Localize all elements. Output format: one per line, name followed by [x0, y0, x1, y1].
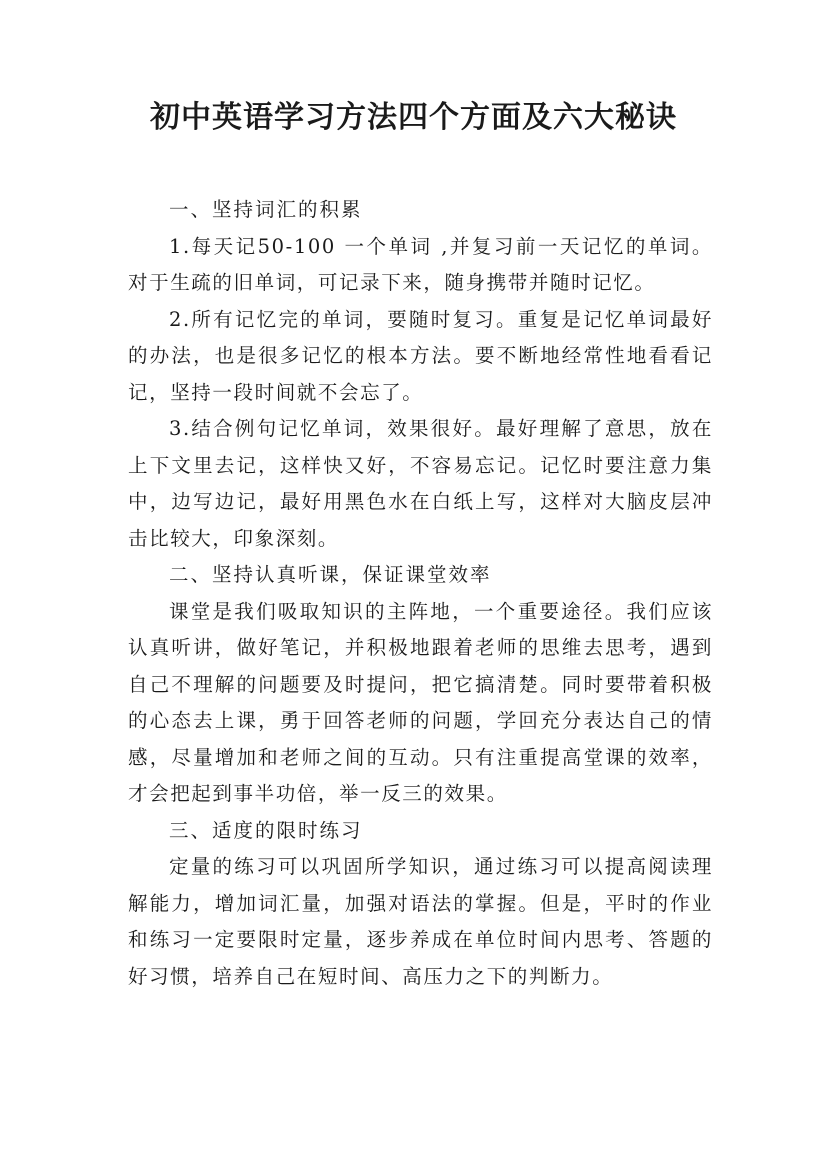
paragraph-timed-practice: 定量的练习可以巩固所学知识，通过练习可以提高阅读理解能力，增加词汇量，加强对语法的掌握。但是，平时的作业和练习一定要限时定量，逐步养成在单位时间内思考、答题的好习惯，培养自己在短时间、高压力之下的判断力。	[128, 855, 713, 988]
section-heading-listening: 二、坚持认真听课，保证课堂效率	[168, 563, 492, 586]
section-heading-practice: 三、适度的限时练习	[168, 818, 363, 842]
paragraph-daily-words: 1.每天记50-100 一个单词 ,并复习前一天记忆的单词。对于生疏的旧单词，可记录下来，随身携带并随时记忆。	[128, 234, 713, 294]
document-body	[128, 192, 713, 995]
paragraph-example-sentences: 3.结合例句记忆单词，效果很好。最好理解了意思，放在上下文里去记，这样快又好，不容易忘记。记忆时要注意力集中，边写边记，最好用黑色水在白纸上写，这样对大脑皮层冲击比较大，印象深刻。	[128, 417, 713, 550]
paragraph-review-words: 2.所有记忆完的单词，要随时复习。重复是记忆单词最好的办法，也是很多记忆的根本方法。要不断地经常性地看看记记，坚持一段时间就不会忘了。	[128, 307, 713, 404]
paragraph-classroom: 课堂是我们吸取知识的主阵地，一个重要途径。我们应该认真听讲，做好笔记，并积极地跟着老师的思维去思考，遇到自己不理解的问题要及时提问，把它搞清楚。同时要带着积极的心态去上课，勇于回答老师的问题，学回充分表达自己的情感，尽量增加和老师之间的互动。只有注重提高堂课的效率，才会把起到事半功倍，举一反三的效果。	[128, 599, 713, 805]
document-title: 初中英语学习方法四个方面及六大秘诀	[150, 100, 677, 135]
section-heading-vocabulary: 一、坚持词汇的积累	[168, 198, 363, 221]
